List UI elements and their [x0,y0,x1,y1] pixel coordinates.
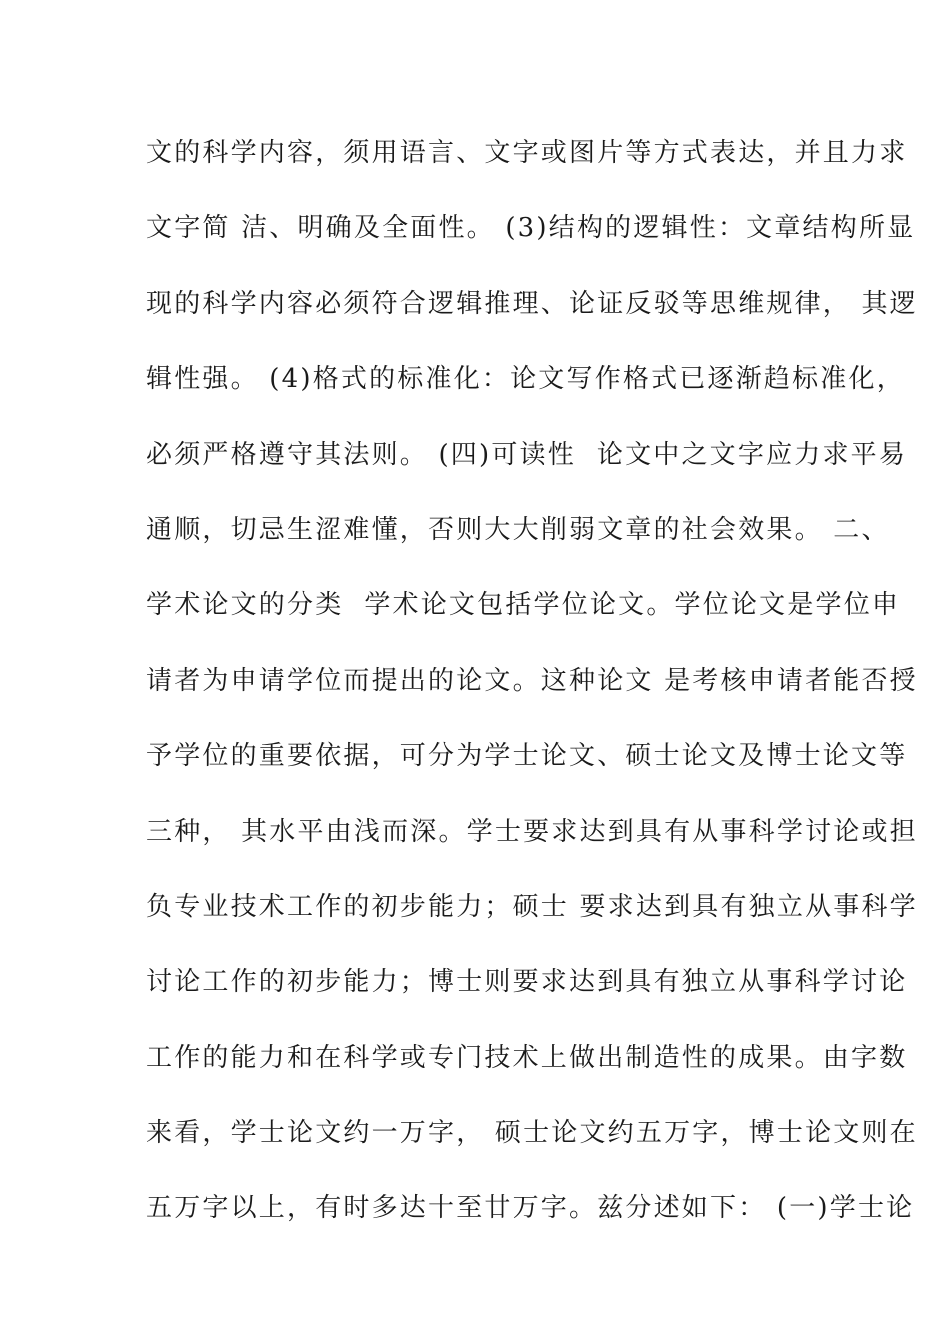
text-line: 负专业技术工作的初步能力；硕士 要求达到具有独立从事科学 [146,891,918,922]
text-line: 通顺，切忌生涩难懂，否则大大削弱文章的社会效果。 二、 [146,514,890,545]
text-line: 工作的能力和在科学或专门技术上做出制造性的成果。由字数 [146,1042,908,1073]
body-text [146,130,918,1261]
text-line: 来看，学士论文约一万字， 硕士论文约五万字，博士论文则在 [146,1118,918,1149]
text-line: 请者为申请学位而提出的论文。这种论文 是考核申请者能否授 [146,665,918,696]
text-line: 予学位的重要依据，可分为学士论文、硕士论文及博士论文等 [146,741,908,772]
text-line: 讨论工作的初步能力；博士则要求达到具有独立从事科学讨论 [146,967,908,998]
text-line: 文的科学内容，须用语言、文字或图片等方式表达，并且力求 [146,138,908,168]
text-line: 辑性强。 (4)格式的标准化：论文写作格式已逐渐趋标准化， [146,364,905,395]
text-line: 学术论文的分类 学术论文包括学位论文。学位论文是学位申 [146,590,901,621]
text-line: 五万字以上，有时多达十至廿万字。兹分述如下： (一)学士论 [146,1193,915,1224]
text-line: 三种， 其水平由浅而深。学士要求达到具有从事科学讨论或担 [146,816,918,847]
text-line: 文字简 洁、明确及全面性。 (3)结构的逻辑性：文章结构所显 [146,213,916,244]
text-line: 现的科学内容必须符合逻辑推理、论证反驳等思维规律， 其逻 [146,288,918,319]
text-line: 必须严格遵守其法则。 (四)可读性 论文中之文字应力求平易 [146,439,908,470]
